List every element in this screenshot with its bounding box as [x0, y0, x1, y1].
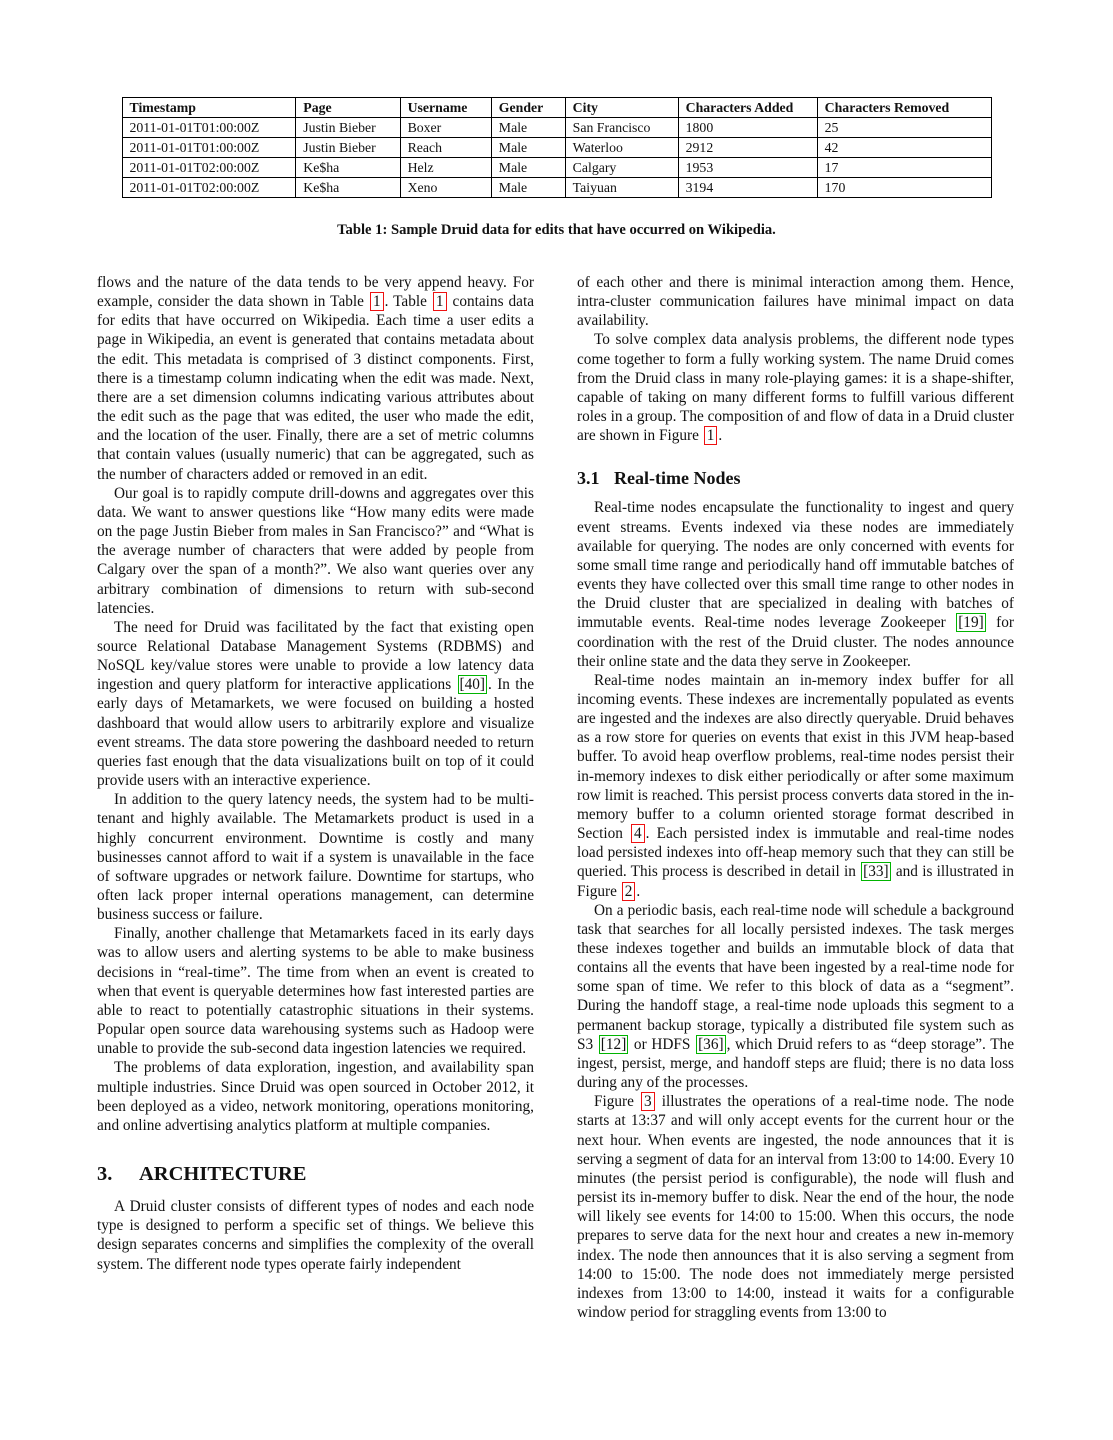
citation-link[interactable]: [40]: [459, 676, 486, 694]
table-cell: Male: [491, 138, 565, 158]
table-cell: 17: [817, 158, 991, 178]
body-columns: [0, 273, 1113, 1322]
table-cell: Reach: [400, 138, 491, 158]
subsection-number: 3.1: [577, 468, 600, 489]
table-cell: 42: [817, 138, 991, 158]
table-cell: 2011-01-01T02:00:00Z: [122, 178, 296, 198]
table-body: [122, 118, 991, 198]
table-cell: 1800: [678, 118, 817, 138]
table-cell: Justin Bieber: [296, 138, 400, 158]
paragraph: Real-time nodes encapsulate the functionality to ingest and query event streams. Events indexed via these nodes are immediately available for querying. The nodes are only concerned with events for some small time range and periodically hand off immutable batches of events they have collected over this small time range to other nodes in the Druid cluster that are specialized in dealing with batches of immutable events. Real-time nodes leverage Zookeeper [19] for coordination with the rest of the Druid cluster. The nodes announce their online state and the data they serve in Zookeeper.: [577, 499, 1014, 670]
column-header: Page: [296, 98, 400, 118]
section-heading-architecture: [97, 1162, 534, 1186]
table-row: [122, 178, 991, 198]
citation-link[interactable]: [36]: [698, 1035, 724, 1053]
table-header-row: [122, 98, 991, 118]
table-cell: Xeno: [400, 178, 491, 198]
table-cell: San Francisco: [565, 118, 678, 138]
paragraph: On a periodic basis, each real-time node will schedule a background task that searches for all locally persisted indexes. The task merges these indexes together and builds an immutable block of data that contains all the events that have been ingested by a real-time node for some span of time. We refer to this block of data as a “segment”. During the handoff stage, a real-time node uploads this segment to a permanent backup storage, typically a distributed file system such as S3 [12] or HDFS [36] , which Druid refers to as “deep storage”. The ingest, persist, merge, and handoff steps are fluid; there is no data loss during any of the processes.: [577, 901, 1014, 1092]
paragraph: Figure 3 illustrates the operations of a real-time node. The node starts at 13:37 and will only accept events for the current hour or the next hour. When events are ingested, the node announces that it is serving a segment of data for an interval from 13:00 to 14:00. Every 10 minutes (the persist period is configurable), the node will flush and persist its in-memory buffer to disk. Near the end of the hour, the node will likely see events for 14:00 to 15:00. When this occurs, the node prepares to serve data for the next hour and creates a new in-memory index. The node then announces that it is also serving a segment from 14:00 to 15:00. The node does not immediately merge persisted indexes from 13:00 to 14:00, instead it waits for a configurable window period for straggling events from 13:00 to: [577, 1093, 1015, 1321]
druid-sample-table: [122, 97, 992, 198]
table-cell: 3194: [678, 178, 817, 198]
paragraph: To solve complex data analysis problems, the different node types come together to form a fully working system. The name Druid comes from the Druid class in many role-playing games: it is a shape-shifter, capable of taking on many different forms to fulfill various different roles in a group. The composition of and flow of data in a Druid cluster are shown in Figure 1 .: [577, 331, 1014, 445]
subsection-heading-realtime-nodes: [577, 467, 1014, 489]
sample-data-table-block: [122, 97, 992, 239]
table-row: [122, 118, 991, 138]
internal-ref-link[interactable]: 1: [433, 292, 447, 311]
paragraph: A Druid cluster consists of different types of nodes and each node type is designed to perform a specific set of things. We believe this design separates concerns and simplifies the complexity of the overall system. The different node types operate fairly independent: [97, 1198, 534, 1273]
paragraph: The problems of data exploration, ingestion, and availability span multiple industries. Since Druid was open sourced in October 2012, it been deployed as a video, network monitoring, operations monitoring, and online advertising analytics platform at multiple companies.: [97, 1059, 534, 1134]
paragraph: In addition to the query latency needs, the system had to be multi-tenant and highly available. The Metamarkets product is used in a highly concurrent environment. Downtime is costly and many businesses cannot afford to wait if a system is unavailable in the face of software upgrades or network failure. Downtime for startups, who often lack proper internal operations management, can determine business success or failure.: [97, 791, 534, 924]
table-cell: Helz: [400, 158, 491, 178]
internal-ref-link[interactable]: 1: [704, 426, 718, 445]
paragraph: flows and the nature of the data tends to be very append heavy. For example, consider the data shown in Table 1 . Table 1 contains data for edits that have occurred on Wikipedia. Each time a user edits a page in Wikipedia, an event is generated that contains metadata about the edit. This metadata is comprised of 3 distinct components. First, there is a timestamp column indicating when the edit was made. Next, there are a set dimension columns indicating various attributes about the edit such as the page that was edited, the user who made the edit, and the location of the user. Finally, there are a set of metric columns that contain values (usually numeric) that can be aggregated, such as the number of characters added or removed in an edit.: [97, 274, 534, 483]
table-cell: 2011-01-01T01:00:00Z: [122, 118, 296, 138]
paragraph: The need for Druid was facilitated by the fact that existing open source Relational Database Management Systems (RDBMS) and NoSQL key/value stores were unable to provide a low latency data ingestion and query platform for interactive applications [40] . In the early days of Metamarkets, we were focused on building a hosted dashboard that would allow users to arbitrarily explore and visualize event streams. The data store powering the dashboard needed to return queries fast enough that the data visualizations built on top of it could provide users with an interactive experience.: [97, 618, 534, 790]
table-cell: Ke$ha: [296, 178, 400, 198]
table-cell: 170: [817, 178, 991, 198]
table-cell: Ke$ha: [296, 158, 400, 178]
right-column: [577, 273, 1014, 1322]
internal-ref-link[interactable]: 2: [622, 882, 636, 901]
table-cell: 2912: [678, 138, 817, 158]
paragraph: of each other and there is minimal interaction among them. Hence, intra-cluster communication failures have minimal impact on data availability.: [577, 274, 1014, 330]
table-cell: Justin Bieber: [296, 118, 400, 138]
column-header: Timestamp: [122, 98, 296, 118]
table-row: [122, 158, 991, 178]
table-cell: Male: [491, 118, 565, 138]
internal-ref-link[interactable]: 1: [370, 292, 384, 311]
paragraph: Our goal is to rapidly compute drill-downs and aggregates over this data. We want to answer questions like “How many edits were made on the page Justin Bieber from males in San Francisco?” and “What is the average number of characters that were added by people from Calgary over the span of a month?”. We also want queries over any arbitrary combination of dimensions to return with sub-second latencies.: [97, 484, 534, 617]
column-header: City: [565, 98, 678, 118]
table-cell: Male: [491, 178, 565, 198]
table-cell: 2011-01-01T01:00:00Z: [122, 138, 296, 158]
column-header: Characters Added: [678, 98, 817, 118]
table-cell: 25: [817, 118, 991, 138]
citation-link[interactable]: [12]: [600, 1035, 627, 1053]
subsection-title: Real-time Nodes: [614, 468, 741, 489]
table-caption: Table 1: Sample Druid data for edits that have occurred on Wikipedia.: [337, 222, 776, 238]
left-column: [97, 273, 534, 1322]
citation-link[interactable]: [33]: [863, 863, 889, 881]
column-header: Username: [400, 98, 491, 118]
paragraph: Finally, another challenge that Metamarkets faced in its early days was to allow users and alerting systems to be able to make business decisions in “real-time”. The time from when an event is created to when that event is queryable determines how fast interested parties are able to react to potentially catastrophic situations in their systems. Popular open source data warehousing systems such as Hadoop were unable to provide the sub-second data ingestion latencies we required.: [97, 925, 534, 1058]
table-cell: 2011-01-01T02:00:00Z: [122, 158, 296, 178]
paragraph: Real-time nodes maintain an in-memory index buffer for all incoming events. These indexes are incrementally populated as events are ingested and the indexes are also directly queryable. Druid behaves as a row store for queries on events that exist in this JVM heap-based buffer. To avoid heap overflow problems, real-time nodes persist their in-memory indexes to disk either periodically or after some maximum row limit is reached. This persist process converts data stored in the in-memory buffer to a column oriented storage format described in Section 4 . Each persisted index is immutable and real-time nodes load persisted indexes into off-heap memory such that they can still be queried. This process is described in detail in [33] and is illustrated in Figure 2 .: [577, 671, 1014, 900]
table-cell: 1953: [678, 158, 817, 178]
table-cell: Waterloo: [565, 138, 678, 158]
internal-ref-link[interactable]: 4: [631, 824, 645, 843]
column-header: Gender: [491, 98, 565, 118]
internal-ref-link[interactable]: 3: [641, 1092, 655, 1111]
table-cell: Boxer: [400, 118, 491, 138]
table-row: [122, 138, 991, 158]
table-cell: Calgary: [565, 158, 678, 178]
table-cell: Male: [491, 158, 565, 178]
column-header: Characters Removed: [817, 98, 991, 118]
table-cell: Taiyuan: [565, 178, 678, 198]
section-title: ARCHITECTURE: [139, 1163, 307, 1186]
citation-link[interactable]: [19]: [958, 614, 984, 632]
section-number: 3.: [97, 1163, 113, 1186]
